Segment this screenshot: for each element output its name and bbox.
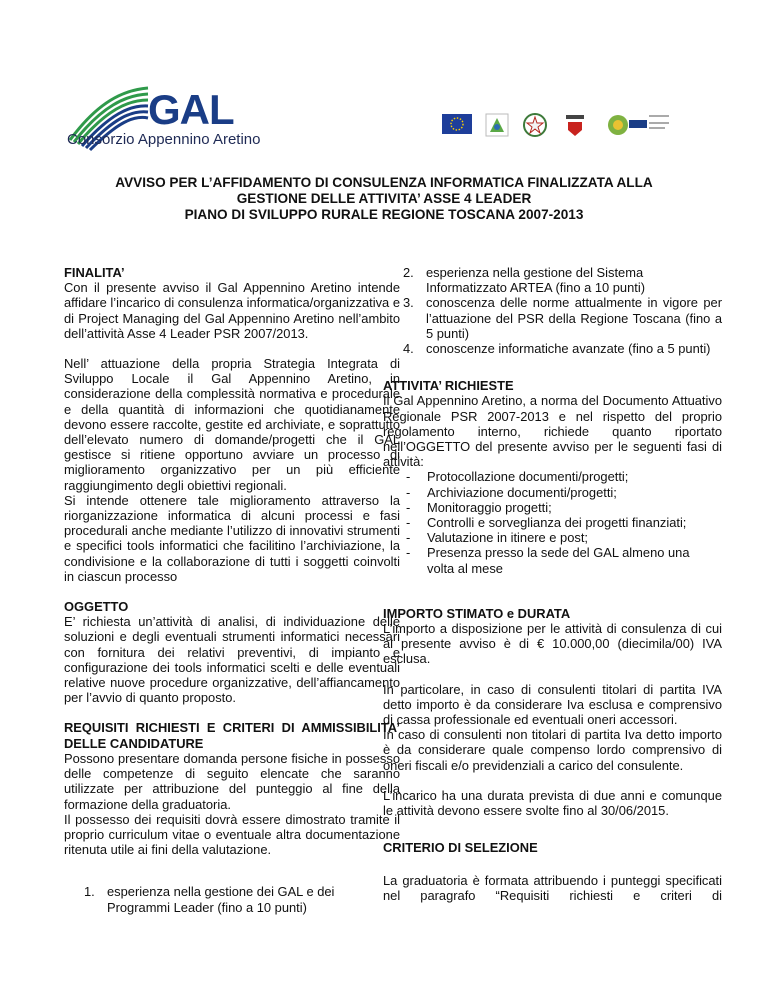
document-title: [0, 175, 768, 223]
gal-logo-word: GAL: [148, 86, 234, 133]
list-item: 2. esperienza nella gestione del Sistema Informatizzato ARTEA (fino a 10 punti): [403, 265, 646, 296]
italian-republic-emblem: [522, 112, 548, 138]
gal-logo-subtitle: Consorzio Appennino Aretino: [67, 131, 261, 148]
title-line-1: AVVISO PER L’AFFIDAMENTO DI CONSULENZA INFORMATICA FINALIZZATA ALLA: [115, 175, 653, 190]
attivita-paragraph: Il Gal Appennino Aretino, a norma del Documento Attuativo Regionale PSR 2007-2013 e nel rispetto del proprio regolamento interno, richiede quanto riportato nell’OGGETTO del presente avviso per le seguenti fasi di attività:: [383, 393, 722, 470]
leader-logo: [484, 112, 510, 138]
right-column: [383, 265, 722, 903]
partner-logos: [442, 112, 672, 142]
requisiti-list-continued: [383, 265, 722, 356]
list-item: 1. esperienza nella gestione dei GAL e dei Programmi Leader (fino a 10 punti): [84, 884, 335, 915]
importo-paragraph-1: L’importo a disposizione per le attività di consulenza di cui al presente avviso è di € 10.000,00 (diecimila/00) IVA esclusa.: [383, 621, 722, 667]
finalita-heading: FINALITA’: [64, 265, 125, 280]
list-item: 4. conoscenze informatiche avanzate (fino a 5 punti): [403, 341, 711, 357]
requisiti-paragraph-1: Possono presentare domanda persone fisiche in possesso delle competenze di seguito elencate che saranno utilizzate per attribuzione del punteggio al fine della formazione della graduatoria.: [64, 750, 400, 812]
list-item: - Presenza presso la sede del GAL almeno una volta al mese: [383, 545, 722, 575]
title-line-2: GESTIONE DELLE ATTIVITA’ ASSE 4 LEADER: [236, 191, 532, 206]
finalita-paragraph-2: Nell’ attuazione della propria Strategia Integrata di Sviluppo Locale il Gal Appennino Aretino, in considerazione della complessità normativa e procedurale e della quantità di informazioni che quotidianamente devono essere raccolte, gestite ed archiviate, e soprattutto dell’elevato numero di domande/progetti che il GAL gestisce si ritiene opportuno avviare un processo di miglioramento organizzativo per un più efficiente raggiungimento degli obiettivi regionali.: [64, 356, 400, 493]
criterio-paragraph: La graduatoria è formata attribuendo i punteggi specificati nel paragrafo “Requisiti richiesti e criteri di: [383, 872, 722, 903]
criterio-heading: CRITERIO DI SELEZIONE: [383, 840, 538, 856]
requisiti-heading: REQUISITI RICHIESTI E CRITERI DI AMMISSIBILITA’ DELLE CANDIDATURE: [64, 720, 400, 751]
eu-flag-logo: [442, 112, 472, 138]
requisiti-paragraph-2: Il possesso dei requisiti dovrà essere dimostrato tramite il proprio curriculum vitae o eventuale altra documentazione ritenuta utile ai fini della valutazione.: [64, 811, 400, 858]
attivita-heading: ATTIVITA’ RICHIESTE: [383, 378, 514, 394]
list-item: - Controlli e sorveglianza dei progetti finanziati;: [383, 515, 722, 530]
psr-toscana-logo: [605, 112, 671, 138]
regione-toscana-logo: [560, 112, 590, 138]
importo-paragraph-2: In particolare, in caso di consulenti titolari di partita IVA detto importo è da considerare Iva esclusa e comprensivo di cassa professionale ed eventuali oneri accessori.: [383, 681, 722, 728]
finalita-paragraph-3: Si intende ottenere tale miglioramento attraverso la riorganizzazione informatica di alcuni processi e fasi procedurali anche mediante l’utilizzo di innovativi strumenti e specifici tools informatici che facilitino l’archiviazione, la condivisione e la collaborazione di tutti i soggetti coinvolti in ciascun processo: [64, 492, 400, 584]
left-column: [64, 265, 400, 915]
list-item: 3. conoscenza delle norme attualmente in vigore per l’attuazione del PSR della Regione Toscana (fino a 5 punti): [403, 295, 722, 341]
attivita-list: [383, 469, 722, 575]
requisiti-list: [64, 884, 400, 914]
oggetto-paragraph: E’ richiesta un’attività di analisi, di individuazione delle soluzioni e degli eventuali strumenti informatici necessari con fornitura dei relativi preventivi, di impianto e configurazione dei tools informatici scelti e delle eventuali relative nuove procedure organizzative, dell’affiancamento per l’avvio di quanto proposto.: [64, 614, 400, 706]
oggetto-heading: OGGETTO: [64, 599, 129, 615]
importo-paragraph-3: In caso di consulenti non titolari di partita Iva detto importo è da considerare quale compenso lordo comprensivo di oneri fiscali e/o previdenziali a carico del consulente.: [383, 727, 722, 773]
list-item: - Monitoraggio progetti;: [383, 500, 722, 515]
importo-paragraph-4: L’incarico ha una durata prevista di due anni e comunque le attività devono essere svolte fino al 30/06/2015.: [383, 787, 722, 819]
list-item: - Archiviazione documenti/progetti;: [383, 485, 722, 500]
list-item: - Protocollazione documenti/progetti;: [383, 469, 722, 484]
title-line-3: PIANO DI SVILUPPO RURALE REGIONE TOSCANA 2007-2013: [184, 207, 584, 222]
importo-heading: IMPORTO STIMATO e DURATA: [383, 605, 571, 621]
finalita-paragraph-1: Con il presente avviso il Gal Appennino Aretino intende affidare l’incarico di consulenza informatica/organizzativa e di Project Managing del Gal Appennino Aretino nell’ambito dell’attività Asse 4 Leader PSR 2007/2013.: [64, 280, 400, 341]
list-item: - Valutazione in itinere e post;: [383, 530, 722, 545]
